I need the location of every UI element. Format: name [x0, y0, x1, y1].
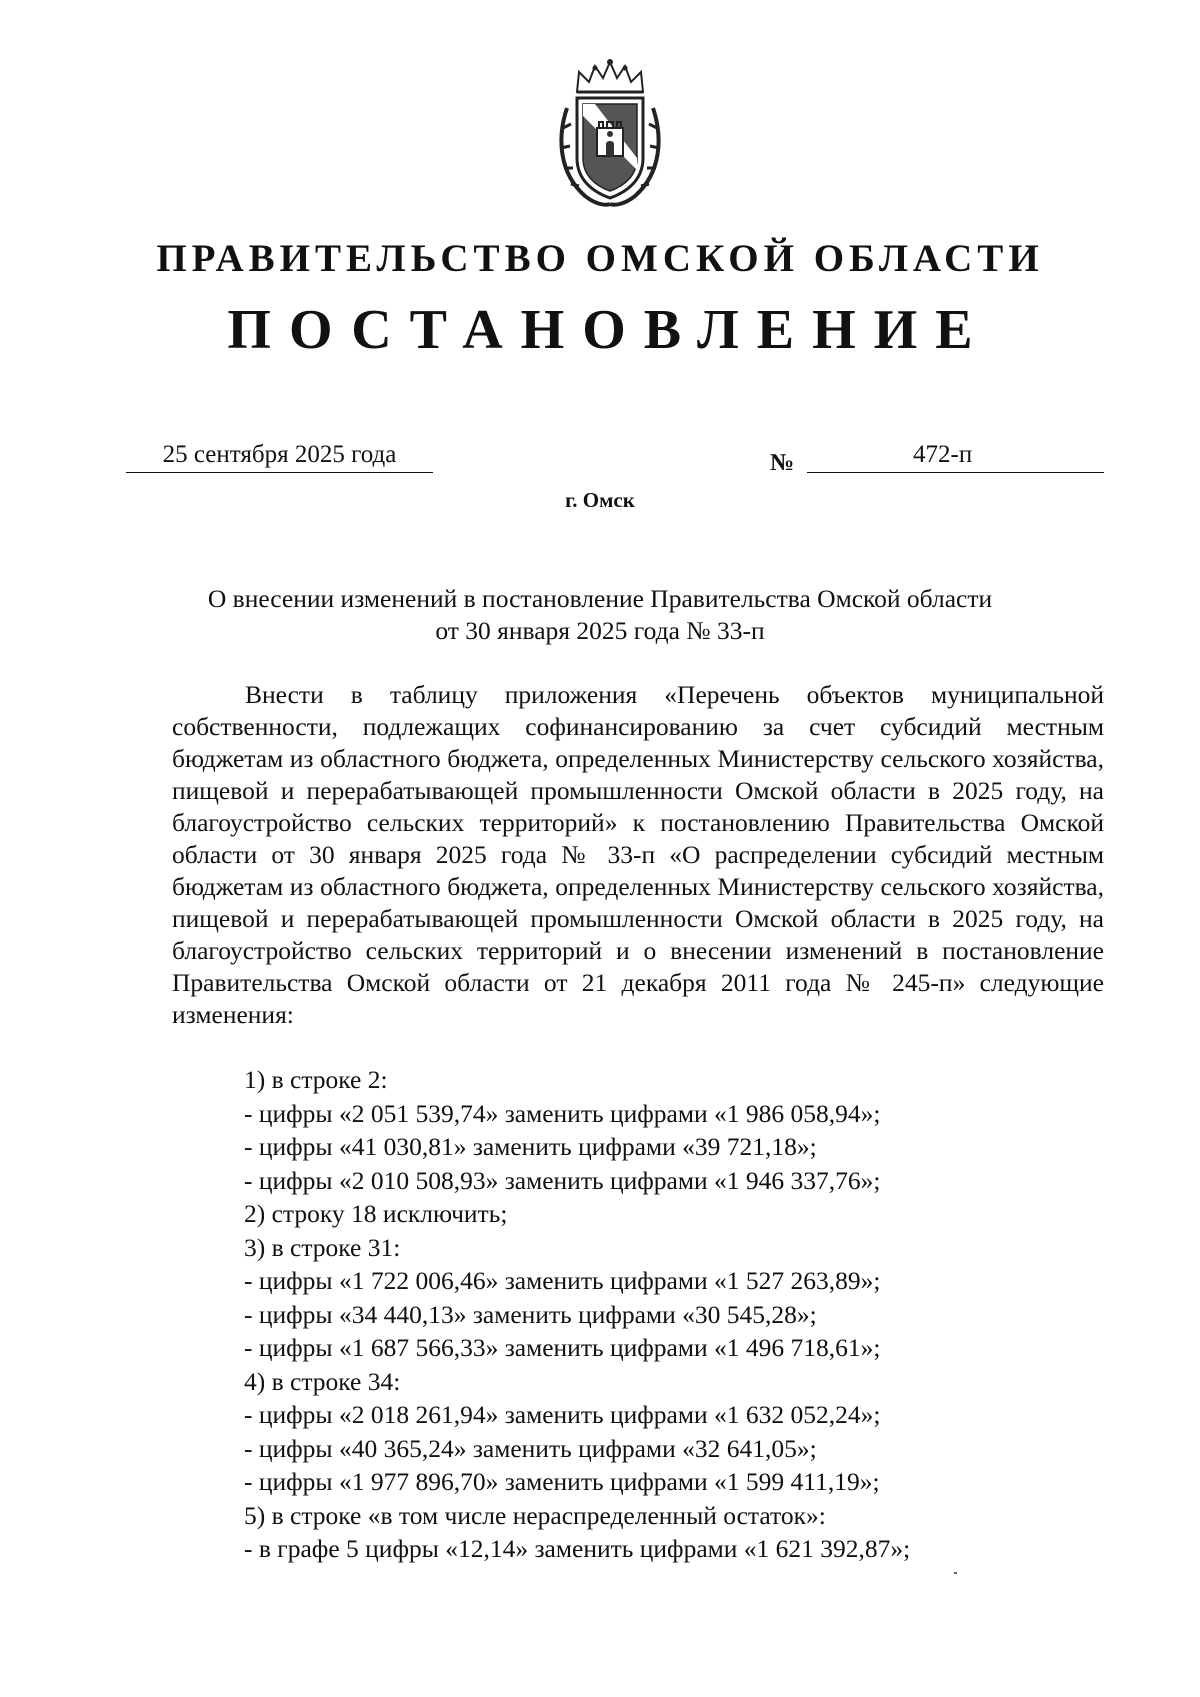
document-number: 472-п [913, 441, 973, 468]
document-subject [100, 583, 1100, 647]
list-item: - цифры «41 030,81» заменить цифрами «39 721,18»; [244, 1132, 817, 1161]
document-city: г. Омск [565, 488, 635, 512]
government-title: ПРАВИТЕЛЬСТВО ОМСКОЙ ОБЛАСТИ [156, 237, 1044, 280]
list-item: 2) строку 18 исключить; [244, 1199, 508, 1228]
list-item: 3) в строке 31: [244, 1232, 401, 1262]
subject-line-1: О внесении изменений в постановление Правительства Омской области [207, 584, 993, 613]
amendment-list [244, 1063, 910, 1566]
list-item: - в графе 5 цифры «12,14» заменить цифрами «1 621 392,87»; [244, 1534, 911, 1563]
list-item: - цифры «1 687 566,33» заменить цифрами «1 496 718,61»; [244, 1333, 881, 1362]
list-item: - цифры «2 010 508,93» заменить цифрами «1 946 337,76»; [244, 1165, 881, 1195]
list-item: - цифры «34 440,13» заменить цифрами «30 545,28»; [244, 1299, 817, 1329]
list-item: - цифры «2 051 539,74» заменить цифрами «1 986 058,94»; [244, 1098, 881, 1128]
omsk-coat-of-arms-icon [555, 58, 665, 208]
number-sign: № [770, 450, 795, 476]
document-type-title: ПОСТАНОВЛЕНИЕ [227, 299, 991, 361]
document-date: 25 сентября 2025 года [126, 440, 433, 473]
list-item: - цифры «1 722 006,46» заменить цифрами «1 527 263,89»; [244, 1266, 881, 1295]
list-item: 1) в строке 2: [244, 1065, 388, 1094]
list-item: - цифры «1 977 896,70» заменить цифрами «1 599 411,19»; [244, 1467, 880, 1496]
subject-line-2: от 30 января 2025 года № 33-п [435, 616, 765, 645]
scan-speck [954, 1572, 957, 1574]
list-item: - цифры «40 365,24» заменить цифрами «32 641,05»; [244, 1433, 817, 1463]
main-paragraph: Внести в таблицу приложения «Перечень объектов муниципальной собственности, подлежащих софинансированию за счет субсидий местным бюджетам из областного бюджета, определенных Министерству сельского хозяйства, пищевой и перерабатывающей промышленности Омской области в 2025 году, на благоустройство сельских территорий» к постановлению Правительства Омской области от 30 января 2025 года № 33-п «О распределении субсидий местным бюджетам из областного бюджета, определенных Министерству сельского хозяйства, пищевой и перерабатывающей промышленности Омской области в 2025 году, на благоустройство сельских территорий и о внесении изменений в постановление Правительства Омской области от 21 декабря 2011 года № 245-п» следующие изменения: [172, 680, 1104, 1029]
document-number-field [807, 440, 1104, 473]
list-item: - цифры «2 018 261,94» заменить цифрами «1 632 052,24»; [244, 1400, 881, 1429]
list-item: 5) в строке «в том числе нераспределенный остаток»: [244, 1500, 826, 1530]
list-item: 4) в строке 34: [244, 1366, 401, 1396]
